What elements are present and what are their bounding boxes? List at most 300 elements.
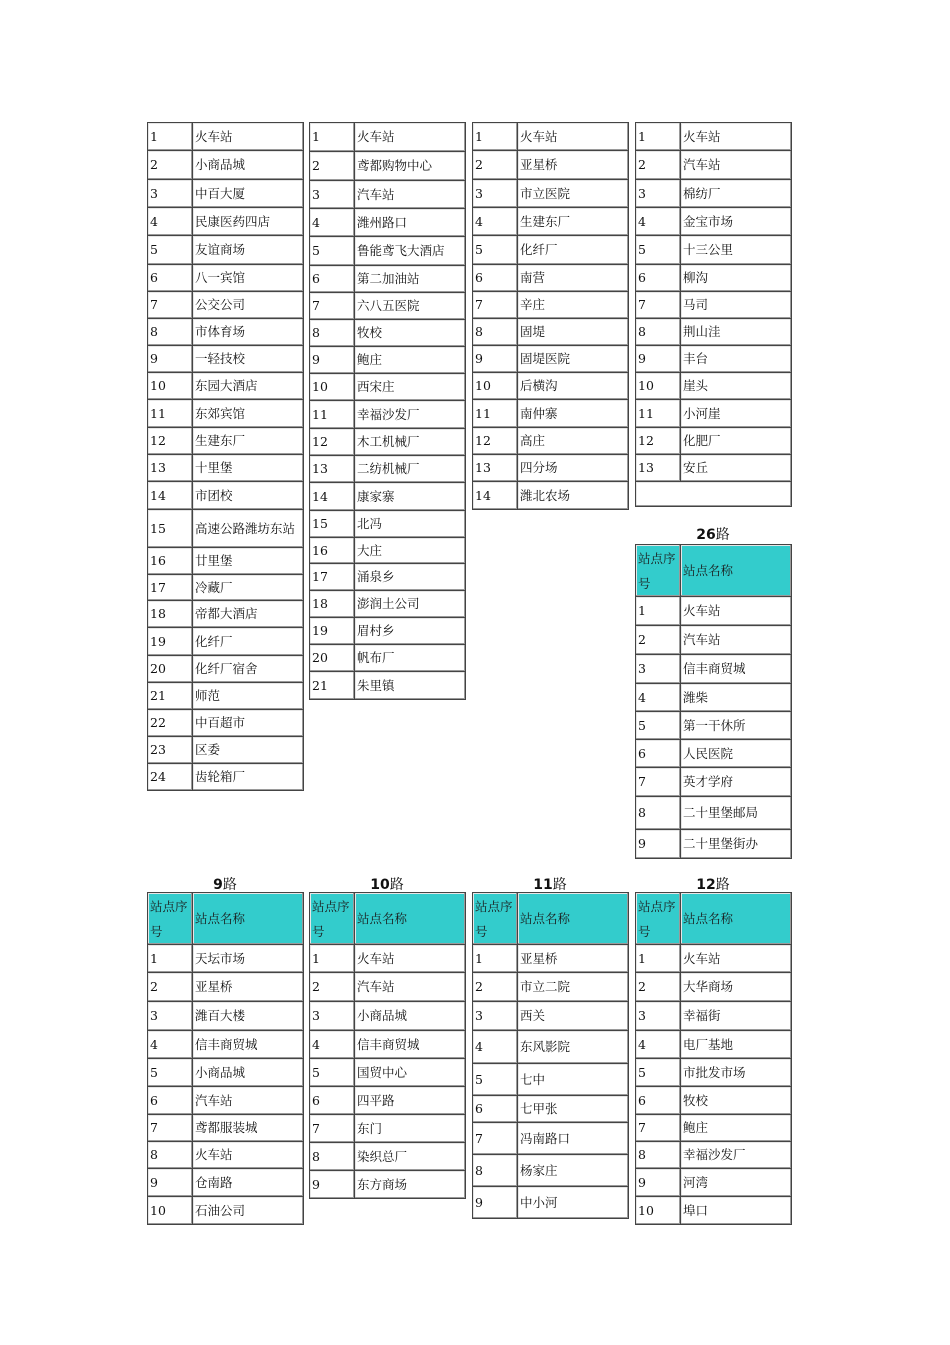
table-row — [310, 672, 466, 700]
station-name — [355, 237, 466, 266]
station-number — [636, 455, 681, 482]
station-number-text: 5 — [312, 243, 320, 258]
station-name-text: 牧校 — [357, 325, 383, 340]
station-number-text: 2 — [638, 979, 646, 994]
station-number — [310, 123, 355, 152]
station-name — [355, 152, 466, 181]
station-name — [193, 319, 304, 346]
station-number — [473, 973, 518, 1002]
station-name — [518, 1002, 629, 1031]
station-number-text: 2 — [475, 979, 483, 994]
station-name — [518, 482, 629, 510]
station-number — [310, 266, 355, 293]
station-number — [473, 265, 518, 292]
station-number-text: 9 — [150, 351, 158, 366]
station-number-text: 7 — [312, 1120, 320, 1136]
station-number-text: 10 — [312, 379, 328, 394]
table-row — [473, 236, 629, 265]
station-name — [193, 236, 304, 265]
station-name-text: 东门 — [357, 1120, 383, 1136]
station-name — [355, 1031, 466, 1059]
station-number-text: 3 — [312, 186, 320, 202]
table-row — [310, 347, 466, 374]
station-name — [355, 401, 466, 429]
table-row — [473, 1155, 629, 1187]
station-number — [636, 428, 681, 455]
station-name — [193, 764, 304, 791]
station-number — [636, 265, 681, 292]
station-number-text: 9 — [312, 1176, 320, 1192]
route-number: 9 — [213, 877, 223, 893]
station-number-text: 10 — [150, 378, 166, 393]
station-name — [355, 347, 466, 374]
header-station-name — [355, 893, 466, 945]
station-number — [148, 428, 193, 455]
station-name — [193, 510, 304, 548]
station-name — [681, 400, 792, 428]
header-station-name — [681, 893, 792, 945]
table-row — [148, 1142, 304, 1169]
station-number — [636, 945, 681, 973]
table-row — [148, 575, 304, 601]
station-number-text: 2 — [638, 632, 646, 647]
station-name-text: 中百超市 — [195, 715, 246, 730]
station-number-text: 17 — [312, 569, 328, 584]
table-row — [473, 1064, 629, 1096]
table-header-row — [473, 893, 629, 945]
station-number — [473, 1096, 518, 1123]
station-name-text: 大华商场 — [683, 979, 734, 994]
station-number — [636, 1115, 681, 1142]
table-header-row — [636, 545, 792, 597]
station-name — [518, 455, 629, 482]
station-number — [310, 456, 355, 483]
station-name-text: 市团校 — [195, 487, 233, 503]
header-station-name-text: 站点名称 — [683, 910, 734, 926]
station-name — [518, 319, 629, 346]
table-row — [148, 683, 304, 710]
table-row — [473, 1031, 629, 1064]
table-row — [473, 292, 629, 319]
station-number — [148, 292, 193, 319]
station-number — [148, 973, 193, 1002]
table-row — [310, 401, 466, 429]
station-number — [310, 347, 355, 374]
station-number-text: 19 — [150, 633, 166, 649]
station-number-text: 6 — [638, 1092, 646, 1108]
station-name — [518, 236, 629, 265]
table-row — [473, 265, 629, 292]
table-row — [310, 266, 466, 293]
station-number — [310, 1002, 355, 1031]
station-number — [473, 180, 518, 208]
table-row — [636, 292, 792, 319]
station-name-text: 潍百大楼 — [195, 1008, 246, 1023]
station-name — [355, 672, 466, 700]
station-number — [148, 601, 193, 628]
station-name-text: 火车站 — [683, 128, 721, 144]
table-row — [310, 429, 466, 456]
station-name — [518, 1064, 629, 1096]
station-name-text: 化纤厂宿舍 — [195, 661, 258, 676]
station-number-text: 22 — [150, 715, 166, 730]
station-name — [518, 1031, 629, 1064]
station-number — [636, 1059, 681, 1087]
station-name-text: 信丰商贸城 — [357, 1036, 420, 1052]
station-name-text: 七甲张 — [520, 1101, 558, 1116]
table-row — [148, 123, 304, 151]
table-row — [148, 1169, 304, 1197]
station-number-text: 17 — [150, 579, 166, 595]
station-number — [148, 455, 193, 482]
station-name-text: 幸福沙发厂 — [683, 1147, 746, 1162]
station-name-text: 火车站 — [683, 950, 721, 966]
station-number — [636, 180, 681, 208]
station-name — [193, 1169, 304, 1197]
table-row — [310, 564, 466, 591]
station-name-text: 汽车站 — [683, 157, 721, 172]
station-name-text: 火车站 — [195, 1147, 233, 1162]
station-number — [310, 945, 355, 973]
station-number — [473, 1187, 518, 1219]
station-number — [473, 400, 518, 428]
station-name-text: 朱里镇 — [357, 677, 395, 693]
station-name — [193, 601, 304, 628]
station-name — [518, 400, 629, 428]
table-row — [310, 320, 466, 347]
station-name — [518, 1096, 629, 1123]
table-row — [148, 945, 304, 973]
station-name — [193, 1197, 304, 1225]
station-name — [681, 1031, 792, 1059]
table-row — [148, 180, 304, 208]
table-row — [473, 346, 629, 373]
table-row — [636, 1002, 792, 1031]
table-row — [473, 373, 629, 400]
table-row — [636, 455, 792, 482]
header-station-name — [193, 893, 304, 945]
station-number-text: 9 — [475, 351, 483, 366]
station-number-text: 1 — [312, 950, 320, 966]
station-name — [355, 591, 466, 618]
station-number — [148, 319, 193, 346]
route-title-26 — [635, 524, 791, 544]
station-name-text: 金宝市场 — [683, 213, 734, 229]
station-name — [518, 1155, 629, 1187]
station-number-text: 18 — [312, 596, 328, 611]
station-name-text: 信丰商贸城 — [195, 1036, 258, 1052]
station-number-text: 5 — [638, 242, 646, 257]
station-name-text: 一轻技校 — [195, 351, 246, 366]
station-name — [681, 1002, 792, 1031]
station-name-text: 冯南路口 — [520, 1130, 571, 1146]
table-row — [148, 710, 304, 737]
station-number — [636, 1169, 681, 1197]
table-row — [310, 1031, 466, 1059]
station-name — [355, 1087, 466, 1115]
station-name — [355, 1171, 466, 1199]
station-name-text: 东方商场 — [357, 1176, 408, 1192]
station-number-text: 11 — [638, 405, 654, 421]
station-name-text: 帝都大酒店 — [195, 606, 258, 621]
table-row — [636, 830, 792, 859]
station-number-text: 4 — [150, 1036, 158, 1052]
station-name-text: 生建东厂 — [195, 433, 246, 448]
station-table-col1 — [147, 122, 304, 791]
station-name-text: 康家寨 — [357, 488, 395, 504]
station-number-text: 13 — [312, 461, 328, 476]
table-row — [636, 1031, 792, 1059]
table-row — [148, 764, 304, 791]
route-suffix: 路 — [552, 877, 567, 893]
station-name-text: 火车站 — [357, 950, 395, 966]
station-number-text: 7 — [150, 297, 158, 312]
station-number — [473, 1002, 518, 1031]
station-number — [473, 208, 518, 236]
station-name — [355, 1143, 466, 1171]
station-name-text: 仓南路 — [195, 1174, 233, 1190]
table-row — [636, 597, 792, 626]
station-number-text: 1 — [638, 950, 646, 966]
table-header-row — [636, 893, 792, 945]
station-number — [473, 292, 518, 319]
station-name-text: 四平路 — [357, 1092, 395, 1108]
station-name-text: 小河崖 — [683, 405, 721, 421]
station-name-text: 化肥厂 — [683, 433, 721, 448]
station-name — [681, 180, 792, 208]
table-row — [473, 1187, 629, 1219]
station-number — [636, 597, 681, 626]
station-number — [636, 1031, 681, 1059]
header-station-number — [310, 893, 355, 945]
table-row — [636, 740, 792, 768]
station-number — [148, 265, 193, 292]
station-number-text: 5 — [312, 1064, 320, 1080]
table-row — [310, 456, 466, 483]
station-name — [518, 180, 629, 208]
station-name — [193, 973, 304, 1002]
station-name — [355, 538, 466, 564]
table-row — [473, 151, 629, 180]
route-table-12 — [635, 892, 792, 1225]
station-name — [355, 266, 466, 293]
station-number-text: 8 — [638, 324, 646, 339]
station-number — [473, 236, 518, 265]
station-number — [148, 548, 193, 575]
station-number-text: 1 — [638, 603, 646, 618]
table-row — [636, 1197, 792, 1225]
station-number — [148, 1002, 193, 1031]
table-header-row — [310, 893, 466, 945]
station-name — [193, 683, 304, 710]
route-table-10 — [309, 892, 466, 1199]
station-name — [681, 712, 792, 740]
station-name — [681, 1059, 792, 1087]
station-name — [193, 123, 304, 151]
station-number-text: 6 — [475, 1101, 483, 1116]
station-number-text: 5 — [638, 717, 646, 733]
station-number-text: 14 — [475, 487, 491, 503]
station-number — [473, 1155, 518, 1187]
station-name-text: 英才学府 — [683, 774, 734, 789]
station-number-text: 3 — [475, 1008, 483, 1023]
station-number — [148, 510, 193, 548]
table-row — [636, 945, 792, 973]
station-name — [355, 209, 466, 237]
table-row — [310, 618, 466, 645]
station-number — [148, 1059, 193, 1087]
station-name-text: 潍北农场 — [520, 487, 571, 503]
station-number — [310, 511, 355, 538]
station-number-text: 6 — [312, 271, 320, 286]
station-name-text: 固堤医院 — [520, 351, 571, 366]
station-name — [193, 482, 304, 510]
table-row — [310, 645, 466, 672]
table-header-row — [148, 893, 304, 945]
station-name-text: 固堤 — [520, 324, 546, 339]
station-name — [355, 483, 466, 511]
table-row — [310, 1143, 466, 1171]
header-station-number — [636, 893, 681, 945]
station-number-text: 6 — [150, 1092, 158, 1108]
station-name-text: 第二加油站 — [357, 271, 420, 286]
station-name-text: 幸福街 — [683, 1008, 721, 1023]
station-name-text: 东郊宾馆 — [195, 405, 246, 421]
table-row — [636, 768, 792, 797]
header-station-number — [148, 893, 193, 945]
station-name-text: 国贸中心 — [357, 1064, 408, 1080]
route-table-9 — [147, 892, 304, 1225]
station-number — [148, 628, 193, 656]
route-suffix: 路 — [715, 877, 730, 893]
station-number — [636, 292, 681, 319]
station-number — [473, 1031, 518, 1064]
station-name — [355, 123, 466, 152]
station-number — [636, 830, 681, 859]
table-row — [148, 151, 304, 180]
station-name-text: 潍州路口 — [357, 214, 408, 230]
station-name-text: 区委 — [195, 742, 221, 757]
station-name-text: 安丘 — [683, 460, 709, 475]
station-name — [681, 768, 792, 797]
station-number-text: 5 — [150, 1064, 158, 1080]
station-name-text: 四分场 — [520, 460, 558, 475]
table-row — [310, 1087, 466, 1115]
station-number-text: 8 — [475, 1162, 483, 1178]
station-number-text: 4 — [150, 213, 158, 229]
station-name — [193, 945, 304, 973]
station-number — [473, 151, 518, 180]
station-name-text: 东风影院 — [520, 1039, 571, 1054]
station-number-text: 9 — [638, 1174, 646, 1190]
station-name — [355, 1002, 466, 1031]
station-name — [518, 373, 629, 400]
station-number-text: 8 — [312, 1148, 320, 1164]
station-name-text: 汽车站 — [357, 979, 395, 994]
station-number-text: 13 — [150, 460, 166, 475]
station-number-text: 24 — [150, 769, 166, 784]
header-station-number-text: 站点序号 — [638, 898, 676, 939]
station-number — [148, 151, 193, 180]
station-number-text: 8 — [312, 325, 320, 340]
station-number-text: 2 — [475, 157, 483, 172]
station-number — [310, 1143, 355, 1171]
table-row — [636, 1142, 792, 1169]
station-number-text: 1 — [475, 128, 483, 144]
station-number-text: 3 — [475, 185, 483, 201]
table-row — [636, 208, 792, 236]
table-row — [310, 152, 466, 181]
station-number — [310, 483, 355, 511]
station-number-text: 6 — [638, 270, 646, 285]
station-name — [518, 973, 629, 1002]
station-number-text: 20 — [312, 650, 328, 665]
table-row — [148, 319, 304, 346]
station-number — [473, 123, 518, 151]
header-station-number — [636, 545, 681, 597]
table-row — [148, 265, 304, 292]
station-number-text: 1 — [475, 950, 483, 966]
station-number-text: 7 — [638, 1120, 646, 1135]
station-number — [310, 645, 355, 672]
table-row-empty — [636, 482, 792, 507]
station-name-text: 汽车站 — [683, 632, 721, 647]
station-name-text: 北冯 — [357, 516, 383, 531]
station-name-text: 杨家庄 — [520, 1162, 558, 1178]
station-number — [636, 1087, 681, 1115]
table-row — [310, 538, 466, 564]
station-number-text: 6 — [312, 1092, 320, 1108]
station-name — [681, 684, 792, 712]
station-name-text: 木工机械厂 — [357, 434, 420, 449]
header-station-number-text: 站点序号 — [475, 898, 513, 939]
station-name — [193, 208, 304, 236]
station-name — [681, 1115, 792, 1142]
station-number — [636, 626, 681, 655]
station-name-text: 二十里堡街办 — [683, 836, 759, 851]
station-name — [355, 511, 466, 538]
station-name-text: 东园大酒店 — [195, 378, 258, 393]
table-row — [473, 1096, 629, 1123]
station-name-text: 鲍庄 — [683, 1120, 709, 1135]
table-row — [636, 1059, 792, 1087]
station-number-text: 5 — [638, 1064, 646, 1080]
station-number — [148, 764, 193, 791]
station-number — [148, 737, 193, 764]
route-number: 10 — [370, 877, 390, 893]
station-name-text: 澎润土公司 — [357, 596, 420, 611]
table-row — [636, 626, 792, 655]
station-number — [636, 346, 681, 373]
station-name-text: 潍柴 — [683, 689, 709, 705]
station-name — [681, 265, 792, 292]
table-row — [148, 428, 304, 455]
station-name-text: 鸢都购物中心 — [357, 158, 433, 173]
route-title-9 — [147, 874, 303, 894]
station-name-text: 鲍庄 — [357, 352, 383, 367]
station-name-text: 六八五医院 — [357, 298, 420, 313]
station-number — [310, 1115, 355, 1143]
station-number-text: 7 — [475, 1130, 483, 1146]
station-name — [193, 710, 304, 737]
station-name — [518, 265, 629, 292]
station-number — [636, 400, 681, 428]
station-name — [355, 456, 466, 483]
station-number-text: 8 — [638, 1147, 646, 1162]
table-row — [148, 482, 304, 510]
header-station-number — [473, 893, 518, 945]
station-name-text: 埠口 — [683, 1202, 709, 1218]
